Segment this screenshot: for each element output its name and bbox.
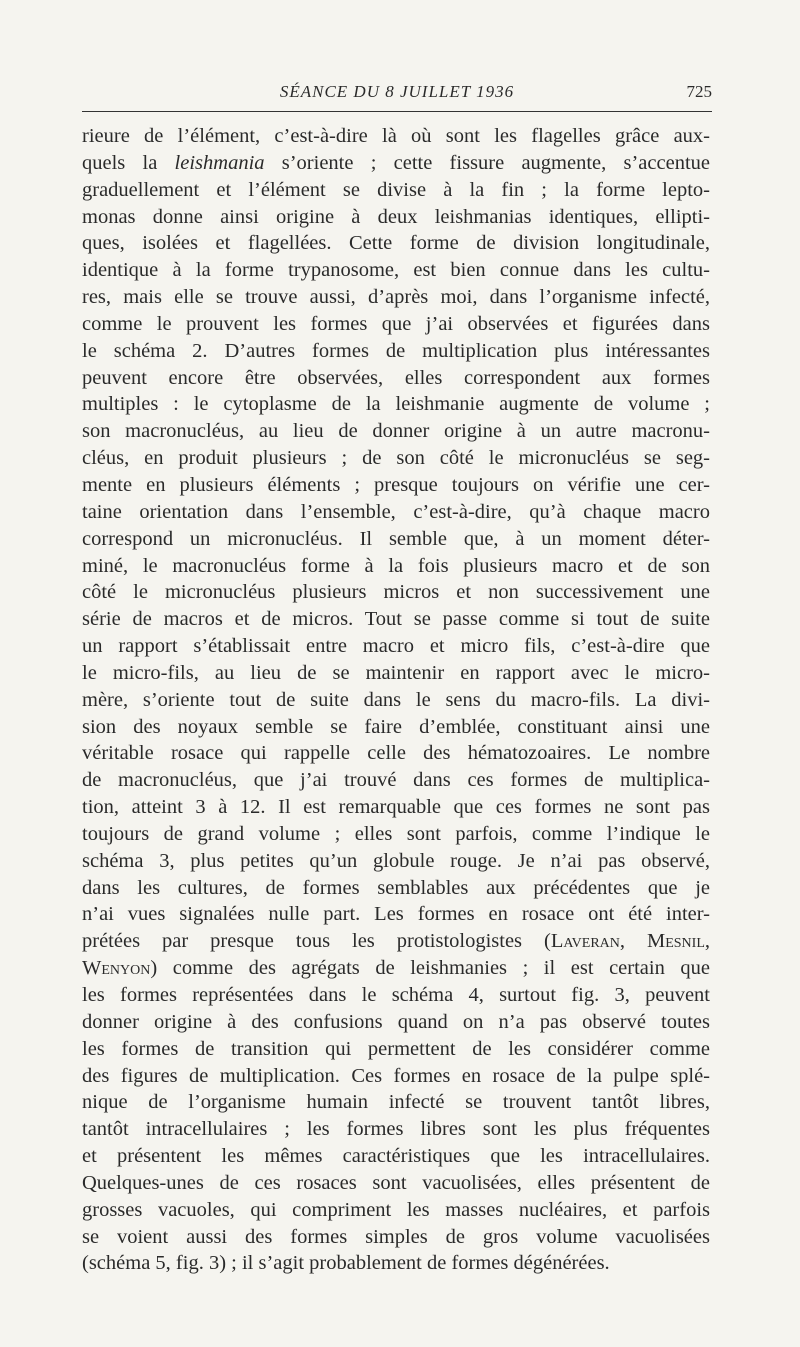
text-line: un rapport s’établissait entre macro et micro fils, c’est-à-dire que [82, 635, 710, 658]
text-line: cléus, en produit plusieurs ; de son côté le micronucléus se seg- [82, 447, 710, 470]
header-rule [82, 111, 712, 112]
text-line: correspond un micronucléus. Il semble que, à un moment déter- [82, 527, 710, 550]
text-segment: , [704, 930, 710, 953]
text-segment: quels la [82, 151, 175, 174]
text-line: (schéma 5, fig. 3) ; il s’agit probablement de formes dégénérées. [82, 1252, 610, 1275]
text-line: série de macros et de micros. Tout se passe comme si tout de suite [82, 608, 710, 631]
text-line: grosses vacuoles, qui compriment les masses nucléaires, et parfois [82, 1198, 710, 1221]
author-name: Wenyon [82, 957, 151, 980]
text-line: les formes représentées dans le schéma 4, surtout fig. 3, peuvent [82, 984, 710, 1006]
text-line: de macronucléus, que j’ai trouvé dans ces formes de multiplica- [82, 769, 710, 792]
text-line: son macronucléus, au lieu de donner origine à un autre macronu- [82, 420, 710, 443]
text-line: donner origine à des confusions quand on n’a pas observé toutes [82, 1010, 710, 1033]
text-line: dans les cultures, de formes semblables aux précédentes que je [82, 876, 710, 899]
page-number: 725 [686, 82, 712, 101]
text-line: sion des noyaux semble se faire d’emblée, constituant ainsi une [82, 715, 710, 738]
text-line: et présentent les mêmes caractéristiques que les intracellulaires. [82, 1145, 710, 1168]
text-line: ques, isolées et flagellées. Cette forme de division longitudinale, [82, 232, 710, 255]
text-line: identique à la forme trypanosome, est bien connue dans les cultu- [82, 259, 710, 282]
text-line: miné, le macronucléus forme à la fois plusieurs macro et de son [82, 554, 710, 577]
text-line [82, 150, 710, 177]
page-header [82, 82, 712, 108]
italic-term: leishmania [174, 151, 265, 174]
author-name: Laveran [550, 930, 620, 953]
text-line: res, mais elle se trouve aussi, d’après moi, dans l’organisme infecté, [82, 286, 710, 309]
running-title: SÉANCE DU 8 JUILLET 1936 [279, 82, 515, 101]
text-line: toujours de grand volume ; elles sont parfois, comme l’indique le [82, 822, 710, 845]
text-line: tion, atteint 3 à 12. Il est remarquable que ces formes ne sont pas [82, 796, 710, 819]
text-line: peuvent encore être observées, elles correspondent aux formes [82, 366, 710, 389]
text-segment: prétées par presque tous les protistologistes ( [82, 930, 551, 953]
text-line: rieure de l’élément, c’est-à-dire là où sont les flagelles grâce aux- [82, 125, 710, 147]
author-name: Mesnil [646, 930, 705, 953]
text-line: tantôt intracellulaires ; les formes libres sont les plus fréquentes [82, 1118, 710, 1141]
text-line: schéma 3, plus petites qu’un globule rouge. Je n’ai pas observé, [82, 849, 710, 872]
text-line: n’ai vues signalées nulle part. Les formes en rosace ont été inter- [82, 903, 710, 926]
text-segment: , [619, 930, 647, 953]
text-line: monas donne ainsi origine à deux leishmanias identiques, ellipti- [82, 205, 710, 228]
text-line: côté le micronucléus plusieurs micros et non successivement une [82, 581, 710, 604]
text-line: Quelques-unes de ces rosaces sont vacuolisées, elles présentent de [82, 1171, 710, 1194]
text-line: se voient aussi des formes simples de gros volume vacuolisées [82, 1225, 710, 1248]
text-line: graduellement et l’élément se divise à la fin ; la forme lepto- [82, 178, 710, 201]
text-line: mente en plusieurs éléments ; presque toujours on vérifie une cer- [82, 473, 710, 496]
text-line [82, 955, 710, 982]
text-line: comme le prouvent les formes que j’ai observées et figurées dans [82, 312, 710, 335]
text-line: multiples : le cytoplasme de la leishmanie augmente de volume ; [82, 393, 710, 416]
text-line: taine orientation dans l’ensemble, c’est-à-dire, qu’à chaque macro [82, 500, 710, 523]
text-line: véritable rosace qui rappelle celle des hématozoaires. Le nombre [82, 742, 710, 765]
body-text [82, 123, 710, 1277]
text-line: le schéma 2. D’autres formes de multiplication plus intéressantes [82, 339, 710, 362]
text-line: mère, s’oriente tout de suite dans le sens du macro-fils. La divi- [82, 688, 710, 711]
text-line [82, 928, 710, 955]
text-line: nique de l’organisme humain infecté se trouvent tantôt libres, [82, 1091, 710, 1114]
text-line: des figures de multiplication. Ces formes en rosace de la pulpe splé- [82, 1064, 710, 1087]
text-line: le micro-fils, au lieu de se maintenir en rapport avec le micro- [82, 661, 710, 684]
text-segment: s’oriente ; cette fissure augmente, s’accentue [264, 151, 710, 174]
text-line: les formes de transition qui permettent de les considérer comme [82, 1037, 710, 1060]
text-segment: ) comme des agrégats de leishmanies ; il est certain que [150, 957, 710, 980]
